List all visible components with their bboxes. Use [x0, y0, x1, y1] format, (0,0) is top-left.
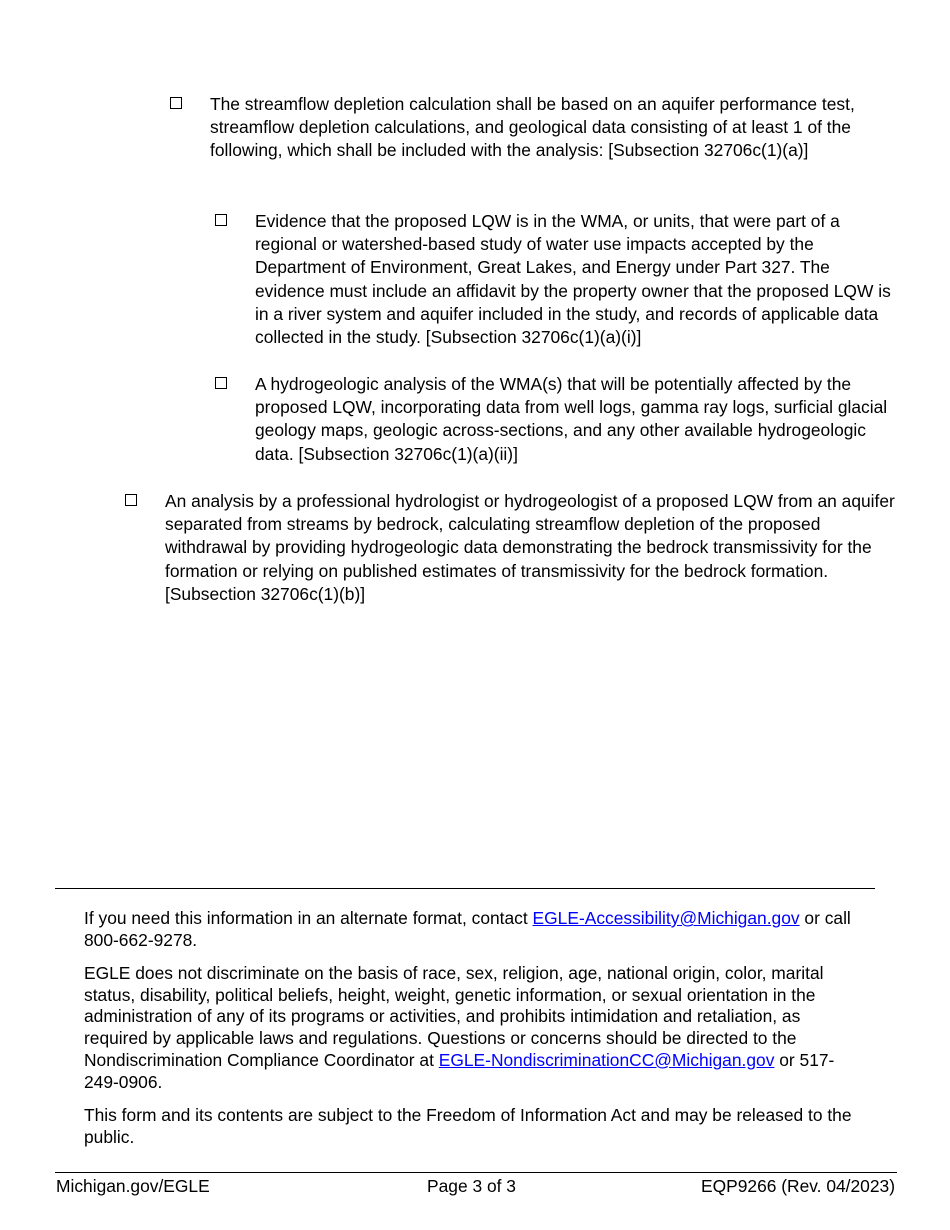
alternate-format-phone: or call 800-662-9278. [84, 908, 851, 950]
section-divider [55, 888, 875, 889]
checkbox-evidence-wma[interactable] [215, 214, 227, 226]
item-text-evidence-wma: Evidence that the proposed LQW is in the WMA, or units, that were part of a regional or watershed-based study of water use impacts accepted by the Department of Environment, Great Lakes, and Energy under Part 327. The evidence must include an affidavit by the property owner that the proposed LQW is in a river system and aquifer included in the study, and records of applicable data collected in the study. [Subsection 32706c(1)(a)(i)] [255, 211, 891, 348]
alternate-format-text: If you need this information in an alternate format, contact [84, 908, 533, 928]
checkbox-bedrock-analysis[interactable] [125, 494, 137, 506]
alternate-format-notice [84, 908, 874, 951]
item-text-bedrock-analysis: An analysis by a professional hydrologist or hydrogeologist of a proposed LQW from an aquifer separated from streams by bedrock, calculating streamflow depletion of the proposed withdrawal by providing hydrogeologic data demonstrating the bedrock transmissivity for the formation or relying on published estimates of transmissivity for the bedrock formation. [Subsection 32706c(1)(b)] [165, 491, 895, 604]
accessibility-email-link[interactable]: EGLE-Accessibility@Michigan.gov [532, 908, 800, 928]
nondiscrimination-text: EGLE does not discriminate on the basis of race, sex, religion, age, national origin, color, marital status, disability, political beliefs, height, weight, genetic information, or sexual orientation in the administration of any of its programs or activities, and prohibits intimidation and retaliation, as required by applicable laws and regulations. Questions or concerns should be directed to the Nondiscrimination Compliance Coordinator at [84, 963, 824, 1070]
item-text-hydrogeologic-analysis: A hydrogeologic analysis of the WMA(s) that will be potentially affected by the proposed LQW, incorporating data from well logs, gamma ray logs, surficial glacial geology maps, geologic across-sections, and any other available hydrogeologic data. [Subsection 32706c(1)(a)(ii)] [255, 374, 888, 464]
nondiscrimination-phone: or 517-249-0906. [84, 1049, 835, 1092]
item-text-streamflow-depletion: The streamflow depletion calculation shall be based on an aquifer performance test, streamflow depletion calculations, and geological data consisting of at least 1 of the following, which shall be included with the analysis: [Subsection 32706c(1)(a)] [210, 94, 855, 161]
nondiscrimination-email-link[interactable]: EGLE-NondiscriminationCC@Michigan.gov [438, 1049, 775, 1070]
checkbox-hydrogeologic-analysis[interactable] [215, 377, 227, 389]
nondiscrimination-notice [84, 963, 859, 1093]
footer-page-number: Page 3 of 3 [427, 1176, 516, 1196]
foia-notice: This form and its contents are subject to the Freedom of Information Act and may be released to the public. [84, 1105, 852, 1147]
footer-form-id: EQP9266 (Rev. 04/2023) [701, 1176, 895, 1196]
checkbox-streamflow-depletion[interactable] [170, 97, 182, 109]
footer-website: Michigan.gov/EGLE [56, 1176, 210, 1196]
footer-divider [55, 1172, 897, 1173]
